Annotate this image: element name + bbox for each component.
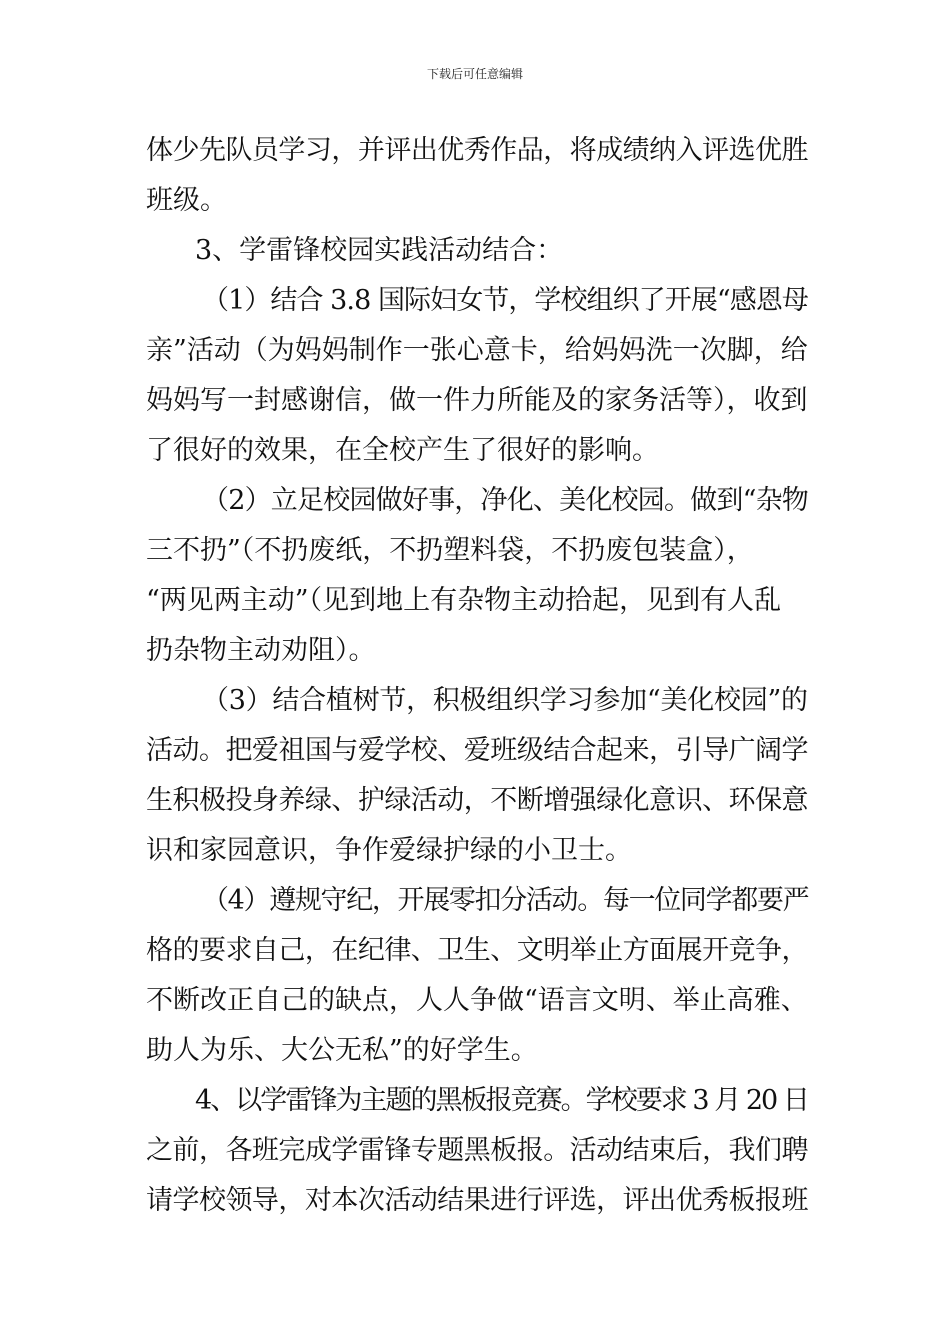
- text-line: 之前，各班完成学雷锋专题黑板报。活动结束后，我们聘: [146, 1135, 808, 1166]
- text-line: 格的要求自己，在纪律、卫生、文明举止方面展开竞争，: [146, 935, 808, 966]
- text-line: （1）结合 3.8 国际妇女节，学校组织了开展“感恩母: [202, 285, 808, 316]
- text-line: 3、学雷锋校园实践活动结合：: [195, 235, 564, 266]
- text-line: “两见两主动”（见到地上有杂物主动拾起，见到有人乱: [146, 585, 782, 616]
- text-line: （2）立足校园做好事，净化、美化校园。做到“杂物: [202, 485, 809, 516]
- text-line: 三不扔”（不扔废纸，不扔塑料袋，不扔废包装盒），: [146, 535, 754, 566]
- text-line: （3）结合植树节，积极组织学习参加“美化校园”的: [202, 685, 808, 716]
- text-line: 生积极投身养绿、护绿活动，不断增强绿化意识、环保意: [146, 785, 808, 816]
- text-line: 4、以学雷锋为主题的黑板报竞赛。学校要求 3 月 20 日: [195, 1085, 808, 1116]
- text-line: 不断改正自己的缺点，人人争做“语言文明、举止高雅、: [146, 985, 808, 1016]
- text-line: 班级。: [146, 185, 227, 216]
- text-line: 了很好的效果，在全校产生了很好的影响。: [146, 435, 659, 466]
- text-line: 亲”活动（为妈妈制作一张心意卡，给妈妈洗一次脚，给: [146, 335, 808, 366]
- text-line: 妈妈写一封感谢信，做一件力所能及的家务活等），收到: [146, 385, 808, 416]
- text-line: 体少先队员学习，并评出优秀作品，将成绩纳入评选优胜: [146, 135, 808, 166]
- text-line: 活动。把爱祖国与爱学校、爱班级结合起来，引导广阔学: [146, 735, 808, 766]
- text-line: 识和家园意识，争作爱绿护绿的小卫士。: [146, 835, 632, 866]
- text-line: 助人为乐、大公无私”的好学生。: [146, 1035, 538, 1066]
- text-line: 请学校领导，对本次活动结果进行评选，评出优秀板报班: [146, 1185, 808, 1216]
- text-line: （4）遵规守纪，开展零扣分活动。每一位同学都要严: [202, 885, 809, 916]
- page-header: 下载后可任意编辑: [426, 67, 523, 81]
- text-line: 扔杂物主动劝阻）。: [146, 635, 376, 666]
